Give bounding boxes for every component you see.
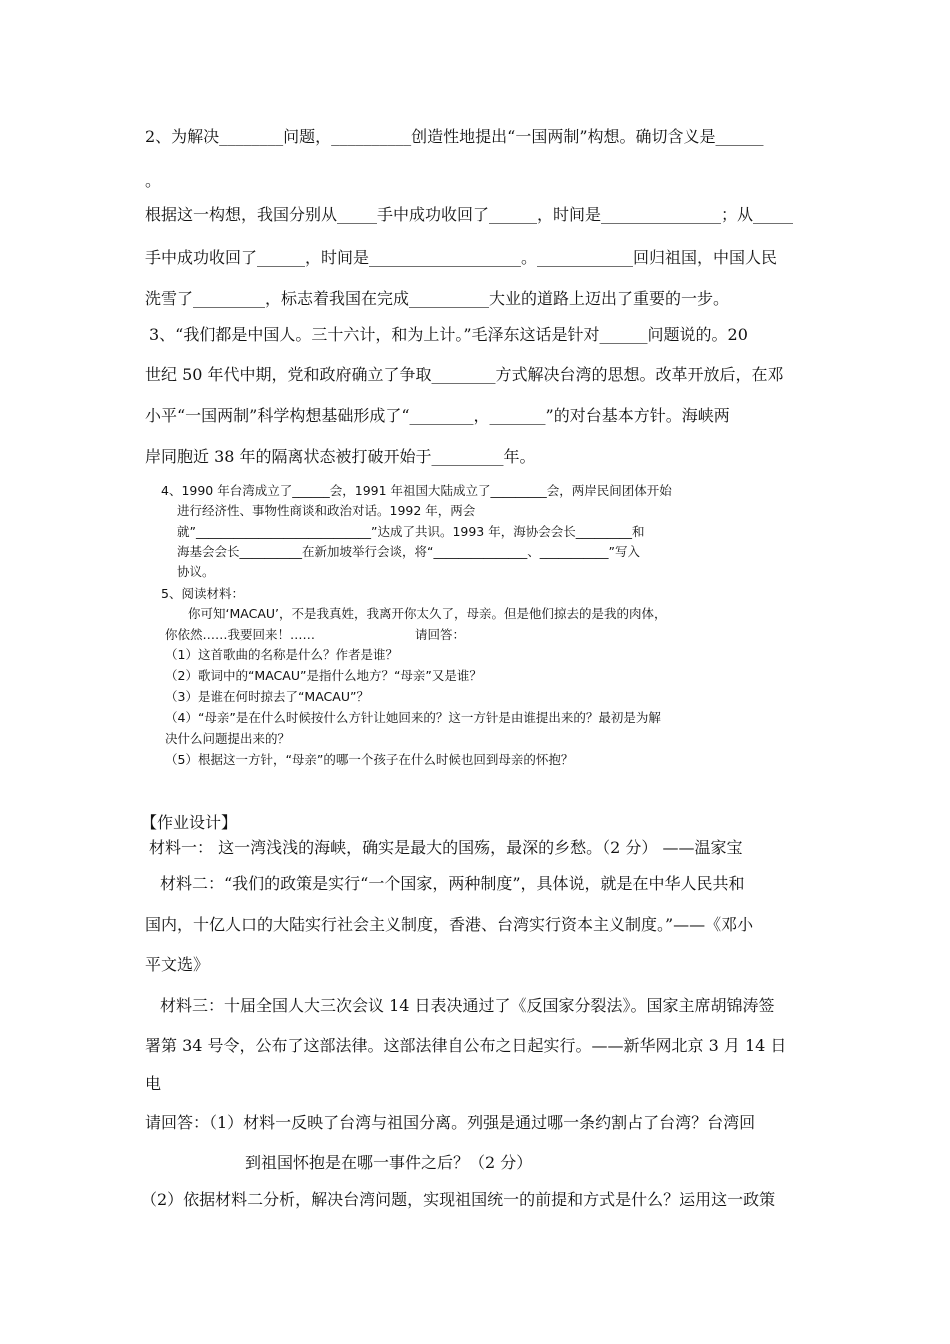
material-2-line-3: 平文选》	[145, 955, 210, 974]
q5-heading: 5、阅读材料：	[161, 586, 244, 601]
question-1-line-2: 到祖国怀抱是在哪一事件之后？（2 分）	[245, 1153, 533, 1172]
homework-heading: 【作业设计】	[141, 813, 238, 832]
q4-line-3: 就”____________________________”达成了共识。1993 年，海协会会长_________和	[177, 524, 645, 539]
q3-line-1: 3、“我们都是中国人。三十六计，和为上计。”毛泽东这话是针对______问题说的。20	[149, 325, 748, 344]
q2-line-5: 洗雪了_________，标志着我国在完成__________大业的道路上迈出了重要的一步。	[145, 289, 730, 308]
q2-line-4: 手中成功收回了______，时间是___________________。____________回归祖国，中国人民	[145, 248, 778, 267]
material-3-line-2: 署第 34 号令，公布了这部法律。这部法律自公布之日起实行。——新华网北京 3 月 14 日	[145, 1036, 787, 1055]
q3-line-3: 小平“一国两制”科学构想基础形成了“________，_______”的对台基本方针。海峡两	[145, 406, 730, 425]
q5-lyric-2: 你依然……我要回来！……	[165, 627, 316, 642]
q5-sub-5: （5）根据这一方针，“母亲”的哪一个孩子在什么时候也回到母亲的怀抱？	[165, 752, 574, 767]
material-2-line-1: 材料二：“我们的政策是实行“一个国家，两种制度”，具体说，就是在中华人民共和	[160, 874, 745, 893]
q3-line-2: 世纪 50 年代中期，党和政府确立了争取________方式解决台湾的思想。改革开放后，在邓	[145, 365, 784, 384]
q4-line-2: 进行经济性、事物性商谈和政治对话。1992 年，两会	[177, 503, 476, 518]
q4-line-4: 海基会会长__________在新加坡举行会谈，将“_______________、___________”写入	[177, 544, 640, 559]
question-2-line-1: （2）依据材料二分析，解决台湾问题，实现祖国统一的前提和方式是什么？运用这一政策	[141, 1190, 776, 1209]
question-1-line-1: 请回答：（1）材料一反映了台湾与祖国分离。列强是通过哪一条约割占了台湾？台湾回	[145, 1113, 756, 1132]
material-1: 材料一： 这一湾浅浅的海峡，确实是最大的国殇，最深的乡愁。（2 分） ——温家宝	[149, 838, 743, 857]
q5-sub-3: （3）是谁在何时掠去了“MACAU”？	[165, 689, 369, 704]
material-3-line-1: 材料三：十届全国人大三次会议 14 日表决通过了《反国家分裂法》。国家主席胡锦涛签	[160, 996, 775, 1015]
q3-line-4: 岸同胞近 38 年的隔离状态被打破开始于_________年。	[145, 447, 536, 466]
q2-line-3: 根据这一构想，我国分别从_____手中成功收回了______，时间是_______________；从_____	[145, 205, 794, 224]
q4-line-1: 4、1990 年台湾成立了______会，1991 年祖国大陆成立了_________会，两岸民间团体开始	[161, 483, 672, 498]
material-2-line-2: 国内，十亿人口的大陆实行社会主义制度，香港、台湾实行资本主义制度。”——《邓小	[145, 915, 754, 934]
q5-sub-1: （1）这首歌曲的名称是什么？作者是谁？	[165, 647, 398, 662]
q5-lyric-1: 你可知‘MACAU’，不是我真姓，我离开你太久了，母亲。但是他们掠去的是我的肉体，	[188, 606, 667, 621]
material-3-line-3: 电	[145, 1074, 162, 1093]
q4-line-5: 协议。	[177, 564, 215, 579]
q2-line-1: 2、为解决________问题，__________创造性地提出“一国两制”构想。确切含义是______	[145, 127, 764, 146]
q5-sub-4-cont: 决什么问题提出来的？	[165, 731, 291, 746]
q2-line-2: 。	[145, 171, 162, 190]
q5-sub-4: （4）“母亲”是在什么时候按什么方针让她回来的？这一方针是由谁提出来的？最初是为解	[165, 710, 661, 725]
q5-answer-prompt: 请回答：	[415, 627, 466, 642]
q5-sub-2: （2）歌词中的“MACAU”是指什么地方？“母亲”又是谁？	[165, 668, 482, 683]
